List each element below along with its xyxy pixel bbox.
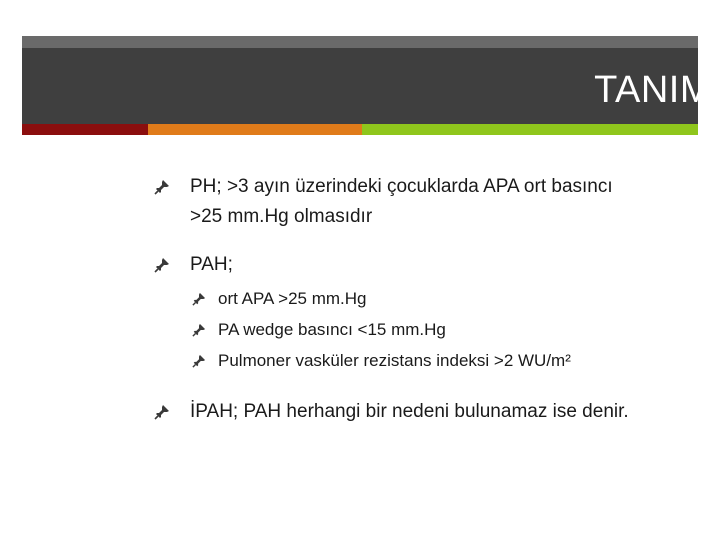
bullet-item — [0, 397, 629, 427]
bullet-text — [218, 287, 367, 311]
sub-bullet-item — [0, 349, 571, 373]
bullet-text — [190, 397, 629, 427]
bullet-line: İPAH; PAH herhangi bir nedeni bulunamaz ise denir. — [190, 401, 629, 422]
slide-title: TANIM — [594, 69, 712, 111]
pushpin-icon — [0, 172, 190, 195]
pushpin-icon — [0, 318, 218, 337]
bullet-text — [218, 318, 446, 342]
pushpin-icon — [0, 287, 218, 306]
bullet-item — [0, 172, 613, 232]
bullet-line: PH; >3 ayın üzerindeki çocuklarda APA ort basıncı — [190, 176, 613, 197]
bullet-line: >25 mm.Hg olmasıdır — [190, 206, 373, 227]
sub-bullet-item — [0, 318, 446, 342]
bullet-line: PA wedge basıncı <15 mm.Hg — [218, 320, 446, 339]
bullet-text — [218, 349, 571, 373]
bullet-text — [190, 250, 233, 280]
bullet-item — [0, 250, 233, 280]
bullet-text — [190, 172, 613, 232]
bullet-line: ort APA >25 mm.Hg — [218, 289, 367, 308]
pushpin-icon — [0, 250, 190, 273]
sub-bullet-item — [0, 287, 367, 311]
pushpin-icon — [0, 397, 190, 420]
bullet-line: Pulmoner vasküler rezistans indeksi >2 WU/m² — [218, 351, 571, 370]
pushpin-icon — [0, 349, 218, 368]
bullet-line: PAH; — [190, 254, 233, 275]
